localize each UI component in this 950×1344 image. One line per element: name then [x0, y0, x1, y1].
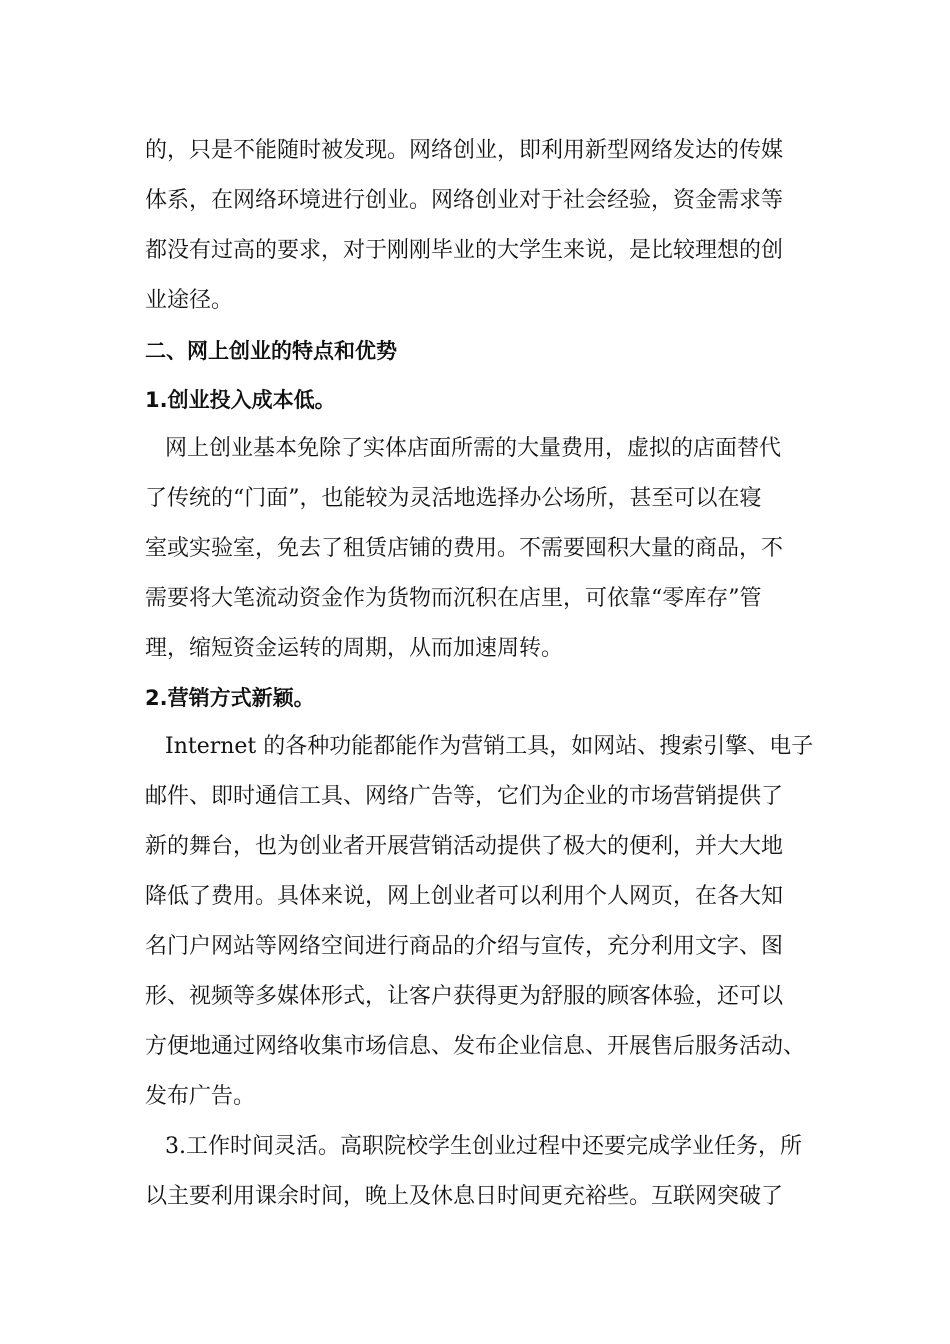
- body-text-line: 降低了费用。具体来说，网上创业者可以利用个人网页，在各大知: [145, 884, 784, 909]
- body-text-line: 邮件、即时通信工具、网络广告等，它们为企业的市场营销提供了: [145, 784, 784, 809]
- body-text-line: Internet 的各种功能都能作为营销工具，如网站、搜索引擎、电子: [165, 734, 814, 759]
- body-text-line: 形、视频等多媒体形式，让客户获得更为舒服的顾客体验，还可以: [145, 984, 784, 1009]
- point-1-heading: 1.创业投入成本低。: [145, 388, 336, 412]
- body-text-line: 都没有过高的要求，对于刚刚毕业的大学生来说，是比较理想的创: [145, 238, 784, 263]
- body-text-line: 理，缩短资金运转的周期，从而加速周转。: [145, 636, 564, 661]
- point-2-heading: 2.营销方式新颖。: [145, 686, 315, 710]
- body-text-line: 了传统的“门面”，也能较为灵活地选择办公场所，甚至可以在寝: [145, 486, 762, 511]
- body-text-line: 以主要利用课余时间，晚上及休息日时间更充裕些。互联网突破了: [145, 1184, 784, 1209]
- body-text-line: 室或实验室，免去了租赁店铺的费用。不需要囤积大量的商品，不: [145, 536, 784, 561]
- body-text-line: 体系，在网络环境进行创业。网络创业对于社会经验，资金需求等: [145, 188, 784, 213]
- section-heading: 二、网上创业的特点和优势: [145, 339, 397, 363]
- body-text-line: 发布广告。: [145, 1084, 256, 1109]
- body-text-line: 新的舞台，也为创业者开展营销活动提供了极大的便利，并大大地: [145, 834, 784, 859]
- body-text-line: 需要将大笔流动资金作为货物而沉积在店里，可依靠“零库存”管: [145, 586, 762, 611]
- body-text-line: 业途径。: [145, 288, 234, 313]
- body-text-line: 的，只是不能随时被发现。网络创业，即利用新型网络发达的传媒: [145, 138, 784, 163]
- body-text-line: 3.工作时间灵活。高职院校学生创业过程中还要完成学业任务，所: [165, 1134, 802, 1159]
- body-text-line: 名门户网站等网络空间进行商品的介绍与宣传，充分利用文字、图: [145, 934, 784, 959]
- body-text-line: 方便地通过网络收集市场信息、发布企业信息、开展售后服务活动、: [145, 1034, 806, 1059]
- body-text-line: 网上创业基本免除了实体店面所需的大量费用，虚拟的店面替代: [165, 436, 782, 461]
